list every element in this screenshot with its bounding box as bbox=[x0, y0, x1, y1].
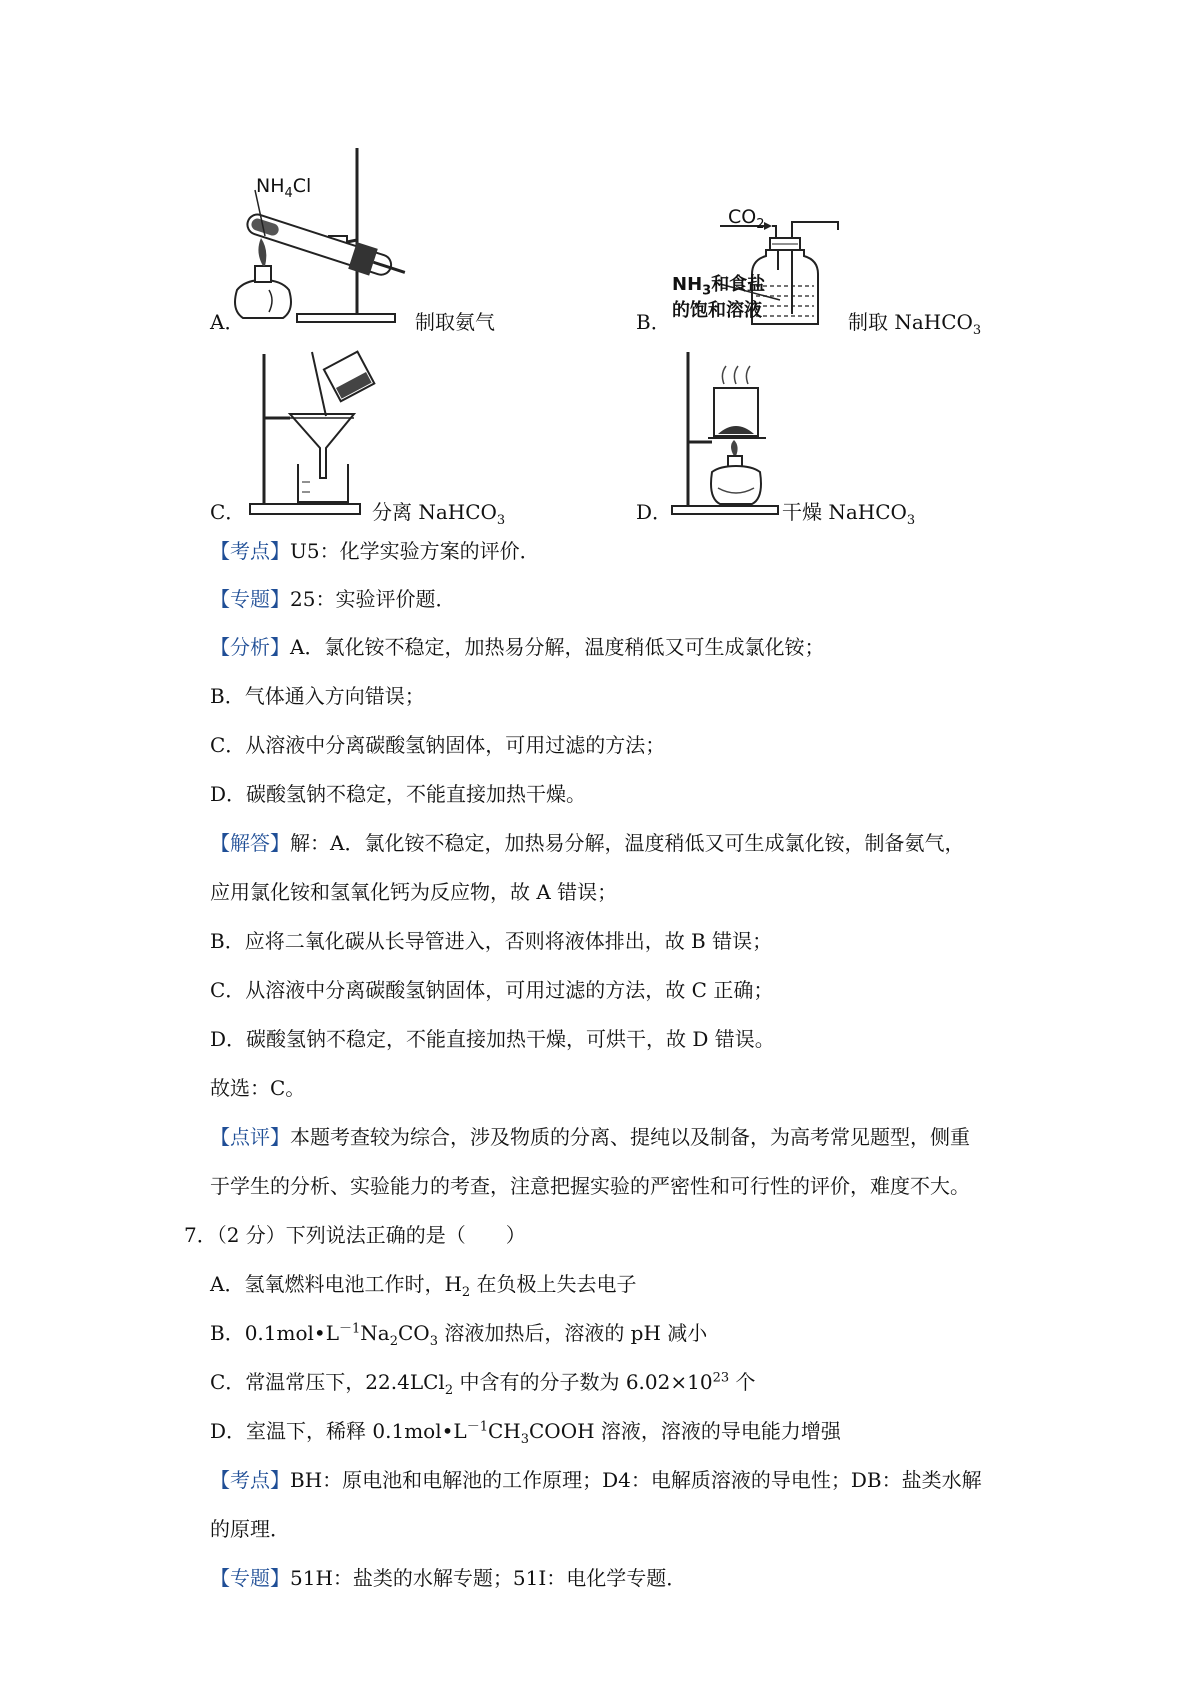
q7-kaodian-tag: 考点 bbox=[230, 1468, 270, 1492]
q7-option-b: B．$0.1mol•L^{-1}Na_2CO_3$ 溶液加热后，溶液的 pH 减小 bbox=[210, 1321, 708, 1349]
q7-zhuanti: 【专题】51H：盐类的水解专题；51I：电化学专题． bbox=[210, 1566, 687, 1590]
figure-c-filtration bbox=[250, 348, 375, 518]
q6-zhuanti: 【专题】25：实验评价题． bbox=[210, 587, 456, 611]
figure-a-label: $NH_4Cl$ bbox=[256, 175, 312, 201]
q7-kaodian-line: 的原理． bbox=[210, 1517, 290, 1541]
figure-b-caption: 制取 NaHCO$_3$ bbox=[848, 310, 982, 338]
figure-a-caption: 制取氨气 bbox=[415, 310, 495, 334]
q6-fenxi: 【分析】A．氯化铵不稳定，加热易分解，温度稍低又可生成氯化铵； bbox=[210, 635, 825, 659]
q6-kaodian: 【考点】U5：化学实验方案的评价． bbox=[210, 539, 540, 563]
q7-kaodian: 【考点】BH：原电池和电解池的工作原理；D4：电解质溶液的导电性；DB：盐类水解 bbox=[210, 1468, 982, 1492]
q6-jieda-line: 应用氯化铵和氢氧化钙为反应物，故 A 错误； bbox=[210, 880, 618, 904]
figure-c-caption: 分离 NaHCO$_3$ bbox=[372, 500, 506, 528]
q6-kaodian-tag: 考点 bbox=[230, 539, 270, 563]
q6-jieda-line: C．从溶液中分离碳酸氢钠固体，可用过滤的方法，故 C 正确； bbox=[210, 978, 774, 1002]
q6-dianping-line: 于学生的分析、实验能力的考查，注意把握实验的严密性和可行性的评价，难度不大。 bbox=[210, 1174, 970, 1198]
figure-a-letter: A． bbox=[210, 310, 245, 334]
q6-jieda-line: D．碳酸氢钠不稳定，不能直接加热干燥，可烘干，故 D 错误。 bbox=[210, 1027, 775, 1051]
q6-fenxi-line: C．从溶液中分离碳酸氢钠固体，可用过滤的方法； bbox=[210, 733, 666, 757]
figure-b-liquid-label: $NH_3$和食盐 的饱和溶液 bbox=[672, 274, 766, 321]
q6-jieda-tag: 解答 bbox=[230, 831, 270, 855]
q6-jieda-line: 故选：C。 bbox=[210, 1076, 306, 1100]
figure-a-nh4cl-heating bbox=[225, 140, 415, 325]
q6-zhuanti-tag: 专题 bbox=[230, 587, 270, 611]
figure-d-letter: D． bbox=[636, 500, 673, 524]
q7-stem: 7．（2 分）下列说法正确的是（ ） bbox=[184, 1223, 526, 1247]
q6-dianping: 【点评】本题考查较为综合，涉及物质的分离、提纯以及制备，为高考常见题型，侧重 bbox=[210, 1125, 970, 1149]
q7-option-d: D．室温下，稀释 $0.1mol•L^{-1}CH_3COOH$ 溶液，溶液的导电能力增强 bbox=[210, 1419, 841, 1447]
q6-jieda-line: B．应将二氧化碳从长导管进入，否则将液体排出，故 B 错误； bbox=[210, 929, 773, 953]
q7-option-a: A．氢氧燃料电池工作时，$H_2$ 在负极上失去电子 bbox=[210, 1272, 637, 1300]
figure-d-caption: 干燥 NaHCO$_3$ bbox=[782, 500, 916, 528]
q6-dianping-tag: 点评 bbox=[230, 1125, 270, 1149]
figure-b-gas-label: $CO_2$ bbox=[728, 206, 765, 232]
q6-fenxi-line: B．气体通入方向错误； bbox=[210, 684, 425, 708]
q6-jieda: 【解答】解：A．氯化铵不稳定，加热易分解，温度稍低又可生成氯化铵，制备氨气， bbox=[210, 831, 965, 855]
figure-d-heating-dry bbox=[672, 348, 782, 518]
q7-zhuanti-tag: 专题 bbox=[230, 1566, 270, 1590]
figure-b-letter: B． bbox=[636, 310, 671, 334]
q6-fenxi-tag: 分析 bbox=[230, 635, 270, 659]
q7-option-c: C．常温常压下，22.4LCl$_2$ 中含有的分子数为 $6.02\times 10^{23}$ 个 bbox=[210, 1370, 756, 1398]
q6-fenxi-line: D．碳酸氢钠不稳定，不能直接加热干燥。 bbox=[210, 782, 587, 806]
figure-c-letter: C． bbox=[210, 500, 246, 524]
